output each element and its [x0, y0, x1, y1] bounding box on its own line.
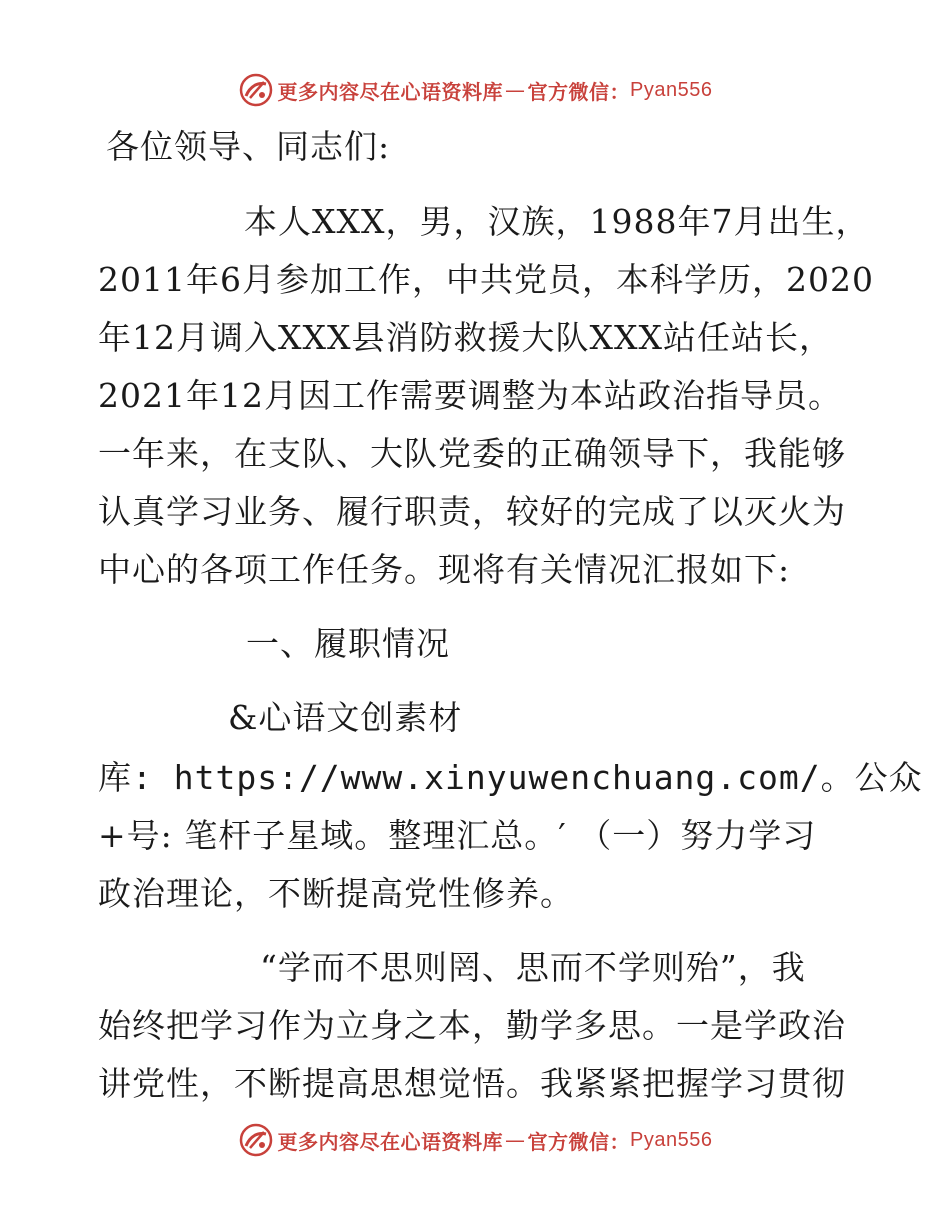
banner-wechat-id: Pyan556: [630, 78, 713, 101]
banner-wechat-label: 官方微信：: [527, 1129, 631, 1154]
banner-main-text: 更多内容尽在心语资料库: [277, 1129, 504, 1154]
logo-icon: [238, 72, 274, 108]
paragraph-line: 讲党性，不断提高思想觉悟。我紧紧把握学习贯彻: [98, 1064, 846, 1103]
paragraph-line: 库: https://www.xinyuwenchuang.com/。公众: [98, 758, 923, 797]
section-heading: 一、履职情况: [246, 624, 450, 663]
paragraph-line: 年12月调入XXX县消防救援大队XXX站任站长，: [98, 318, 833, 357]
paragraph-line: 中心的各项工作任务。现将有关情况汇报如下:: [98, 550, 791, 589]
banner-wechat-label: 官方微信：: [527, 79, 631, 104]
paragraph-line: 一年来，在支队、大队党委的正确领导下，我能够: [98, 434, 846, 473]
paragraph-line: 认真学习业务、履行职责，较好的完成了以灭火为: [98, 492, 846, 531]
paragraph-line: 2021年12月因工作需要调整为本站政治指导员。: [98, 376, 842, 415]
salutation: 各位领导、同志们:: [106, 127, 391, 166]
banner-wechat-id: Pyan556: [630, 1128, 713, 1151]
banner-main-text: 更多内容尽在心语资料库: [277, 79, 504, 104]
paragraph-line: 2011年6月参加工作，中共党员，本科学历，2020: [98, 260, 874, 299]
paragraph-line: 本人XXX，男，汉族，1988年7月出生，: [244, 202, 870, 241]
paragraph-line: “学而不思则罔、思而不学则殆”，我: [260, 948, 806, 987]
paragraph-line: 政治理论，不断提高党性修养。: [98, 874, 574, 913]
header-banner: [0, 70, 950, 110]
banner-separator: —: [505, 78, 526, 102]
paragraph-line: 始终把学习作为立身之本，勤学多思。一是学政治: [98, 1006, 846, 1045]
footer-banner: [0, 1120, 950, 1160]
banner-separator: —: [505, 1128, 526, 1152]
logo-icon: [238, 1122, 274, 1158]
paragraph-line: &心语文创素材: [228, 698, 463, 737]
paragraph-line: +号: 笔杆子星域。整理汇总。′ （一）努力学习: [98, 816, 817, 855]
